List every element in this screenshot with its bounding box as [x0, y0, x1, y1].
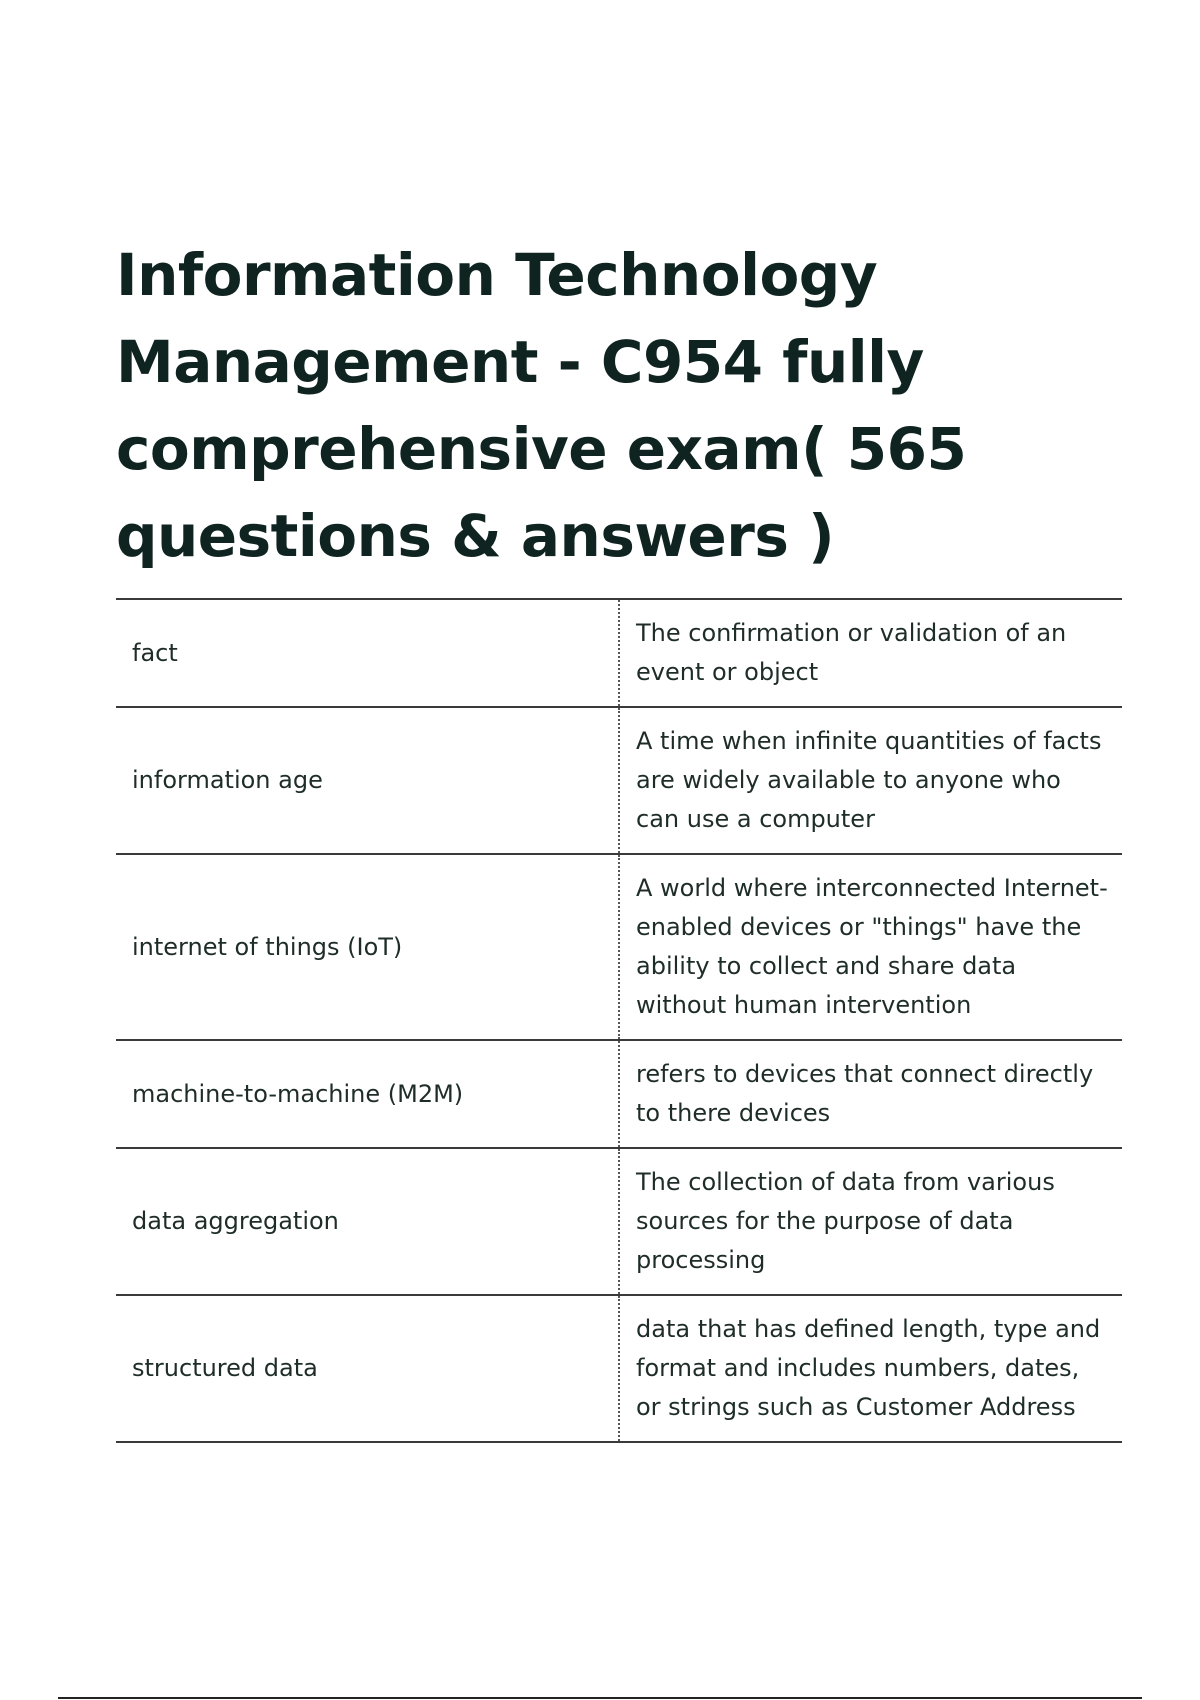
definition-cell: The collection of data from various sources for the purpose of data processing	[636, 1168, 1055, 1274]
qa-table	[116, 598, 1122, 1443]
definition-cell: The confirmation or validation of an event or object	[636, 619, 1067, 686]
term-cell: structured data	[116, 1295, 619, 1442]
table-row	[116, 599, 1122, 707]
definition-cell: data that has defined length, type and format and includes numbers, dates, or strings such as Customer Address	[636, 1315, 1101, 1421]
term-cell: internet of things (IoT)	[116, 854, 619, 1040]
table-row	[116, 1040, 1122, 1148]
page-title: Information Technology Management - C954 fully comprehensive exam( 565 questions & answers )	[116, 241, 967, 570]
term-cell: fact	[116, 599, 619, 707]
table-row	[116, 854, 1122, 1040]
term-cell: data aggregation	[116, 1148, 619, 1295]
table-row	[116, 707, 1122, 854]
definition-cell: refers to devices that connect directly to there devices	[636, 1060, 1094, 1127]
footer-divider	[58, 1697, 1142, 1699]
term-cell: machine-to-machine (M2M)	[116, 1040, 619, 1148]
term-cell: information age	[116, 707, 619, 854]
definition-cell: A time when infinite quantities of facts are widely available to anyone who can use a computer	[636, 727, 1102, 833]
table-row	[116, 1148, 1122, 1295]
table-row	[116, 1295, 1122, 1442]
definition-cell: A world where interconnected Internet-enabled devices or "things" have the ability to collect and share data without human intervention	[636, 874, 1108, 1019]
